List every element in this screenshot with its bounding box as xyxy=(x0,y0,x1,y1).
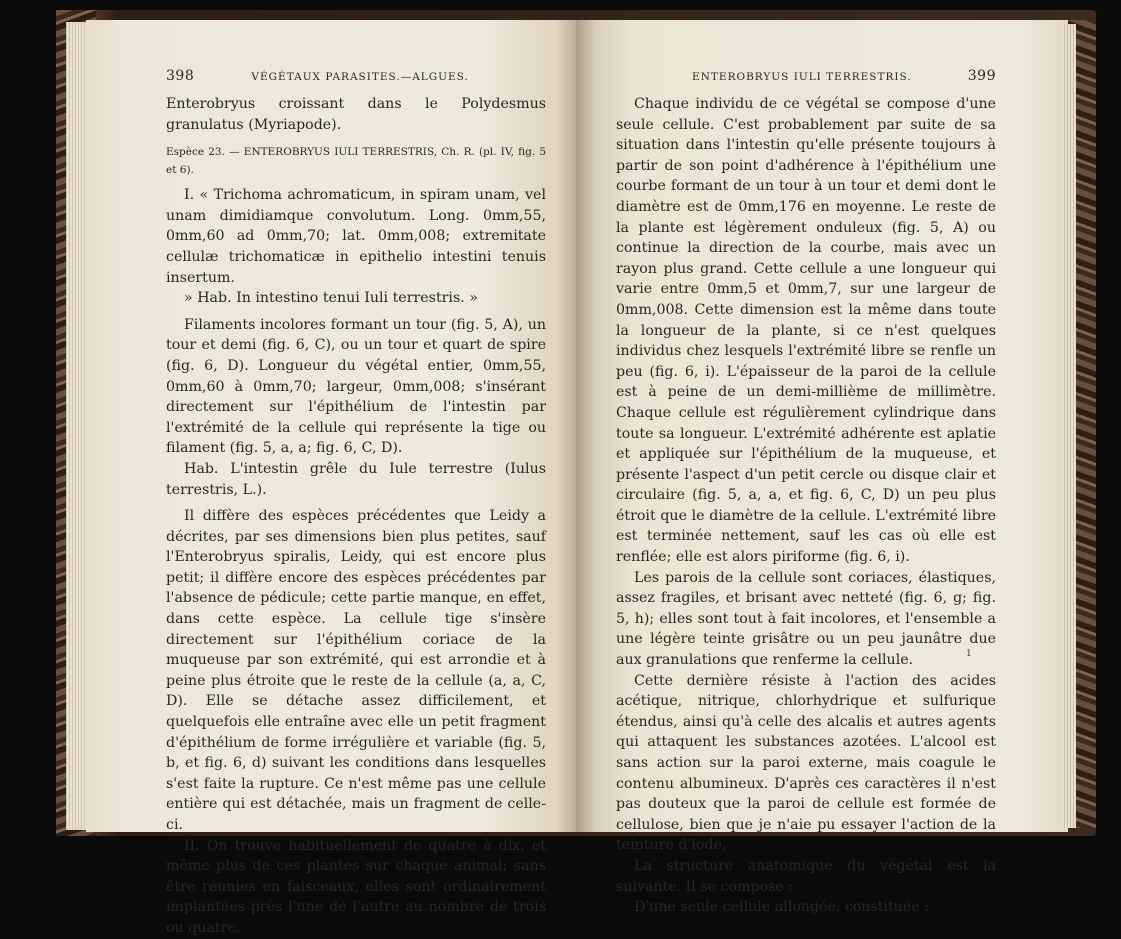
left-page-text xyxy=(166,94,546,939)
paragraph: II. On trouve habituellement de quatre à dix, et même plus de ces plantes sur chaque animal; sans être réunies en faisceaux, elles sont ordinairement implantées près l'une de l'autre au nombre de trois ou quatre. xyxy=(166,837,546,936)
paragraph: Cette dernière résiste à l'action des acides acétique, nitrique, chlorhydrique et sulfurique étendus, ainsi qu'à celle des alcalis et autres agents qui attaquent les substances azotées. L'alcool est sans action sur la paroi externe, mais coagule le contenu albumineux. D'après ces caractères il n'est pas douteux que la paroi de cellule est formée de cellulose, bien que je n'aie pu essayer l'action de la teinture d'iode. xyxy=(616,672,996,854)
paragraph: Hab. L'intestin grêle du Iule terrestre (Iulus terrestris, L.). xyxy=(166,460,546,498)
page-number: 399 xyxy=(967,68,996,84)
page-number: 398 xyxy=(166,68,195,84)
left-page-header xyxy=(166,68,546,84)
paragraph: Chaque individu de ce végétal se compose d'une seule cellule. C'est probablement par suite de sa situation dans l'intestin qu'elle présente toujours à partir de son point d'adhérence à l'épithélium une courbe formant de un tour à un tour et demi dont le diamètre est de 0mm,176 en moyenne. Le reste de la plante est légèrement onduleux (fig. 5, A) ou continue la direction de la courbe, mais avec un rayon plus grand. Cette cellule a une longueur qui varie entre 0mm,5 et 0mm,7, sur une largeur de 0mm,008. Cette dimension est la même dans toute la longueur de la plante, si ce n'est quelques individus chez lesquels l'extrémité libre se renfle un peu (fig. 6, i). L'épaisseur de la paroi de la cellule est à peine de un demi-millième de millimètre. Chaque cellule est régulièrement cylindrique dans toute sa longueur. L'extrémité adhérente est aplatie et appliquée sur l'épithélium de la muqueuse, et présente l'aspect d'un petit cercle ou disque clair et circulaire (fig. 5, a, a, et fig. 6, C, D) un peu plus étroit que le diamètre de la cellule. L'extrémité libre est terminée nettement, sauf les cas où elle est renflée; elle est alors piriforme (fig. 6, i). xyxy=(616,96,996,566)
species-heading: Espèce 23. — ENTEROBRYUS IULI TERRESTRIS, Ch. R. (pl. IV, fig. 5 et 6). xyxy=(166,146,546,177)
right-page xyxy=(576,20,1068,916)
paragraph: I. « Trichoma achromaticum, in spiram unam, vel unam dimidiamque convolutum. Long. 0mm,55, 0mm,60 ad 0mm,70; lat. 0mm,008; extremitate cellulæ trichomaticæ in epithelio intestini tenuis insertum. xyxy=(166,187,546,286)
paragraph: Filaments incolores formant un tour (fig. 5, A), un tour et demi (fig. 6, C), ou un tour et quart de spire (fig. 6, D). Longueur du végétal entier, 0mm,55, 0mm,60 à 0mm,70; largeur, 0mm,008; s'insérant directement sur l'épithélium de l'intestin par l'extrémité de la cellule qui représente la tige ou filament (fig. 5, a, a; fig. 6, C, D). xyxy=(166,316,546,457)
paragraph: » Hab. In intestino tenui Iuli terrestris. » xyxy=(184,290,478,307)
right-page-text xyxy=(616,94,996,918)
paragraph: La structure anatomique du végétal est la suivante. Il se compose : xyxy=(616,857,996,895)
running-head: ENTEROBRYUS IULI TERRESTRIS. xyxy=(692,71,912,83)
running-head: VÉGÉTAUX PARASITES.—ALGUES. xyxy=(251,71,469,83)
page-edges-left xyxy=(66,22,88,830)
paragraph: D'une seule cellule allongée, constituée : xyxy=(634,899,929,916)
page-edges-right xyxy=(1062,24,1076,828)
right-page-header xyxy=(616,68,996,84)
paragraph: Enterobryus croissant dans le Polydesmus granulatus (Myriapode). xyxy=(166,96,546,133)
left-page xyxy=(86,20,576,936)
paragraph: Les parois de la cellule sont coriaces, élastiques, assez fragiles, et brisant avec netteté (fig. 6, g; fig. 5, h); elles sont tout à fait incolores, et l'ensemble a une légère teinte grisâtre ou un peu jaunâtre due aux granulations que renferme la cellule. xyxy=(616,569,996,669)
paragraph: Il diffère des espèces précédentes que Leidy a décrites, par ses dimensions bien plus petites, sauf l'Enterobryus spiralis, Leidy, qui est encore plus petit; il diffère encore des espèces précédentes par l'absence de pédicule; cette partie manque, en effet, dans cette espèce. La cellule tige s'insère directement sur l'épithélium coriace de la muqueuse par son extrémité, qui est arrondie et à peine plus étroite que le reste de la cellule (a, a, C, D). Elle se détache assez difficilement, et quelquefois elle entraîne avec elle un petit fragment d'épithélium de forme irrégulière et variable (fig. 5, b, et fig. 6, d) suivant les conditions dans lesquelles s'est faite la rupture. Ce n'est même pas une cellule entière qui est détachée, mais un fragment de celle-ci. xyxy=(166,508,546,833)
margin-mark: 1 xyxy=(966,649,972,659)
